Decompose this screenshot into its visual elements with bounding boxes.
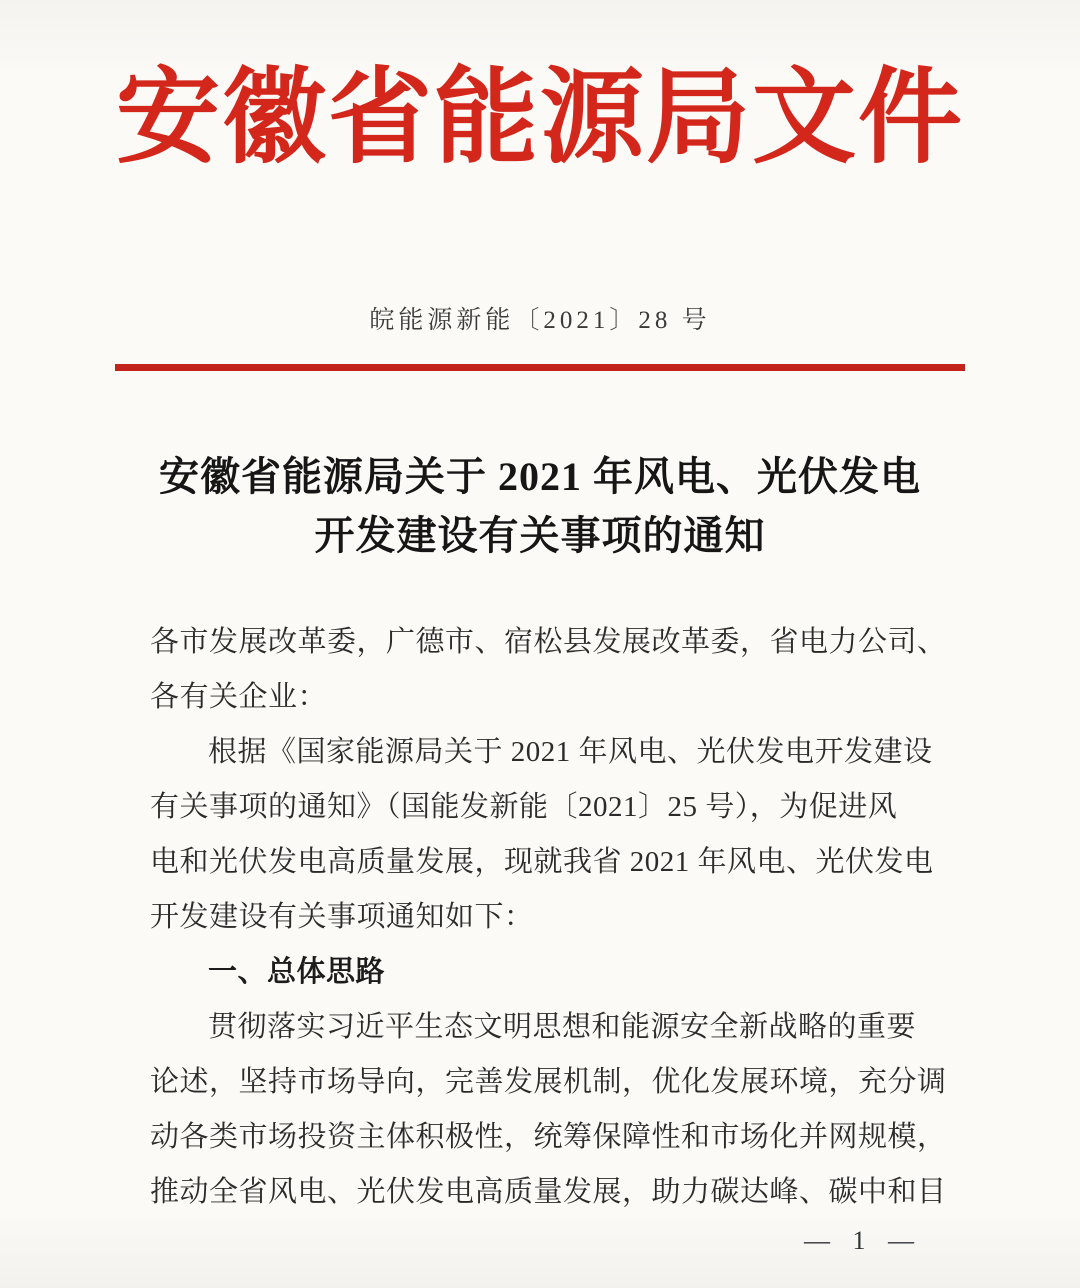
paragraph-2-line-3: 动各类市场投资主体积极性，统筹保障性和市场化并网规模，: [150, 1121, 947, 1153]
paragraph-1-line-2: 有关事项的通知》（国能发新能〔2021〕25 号），为促进风: [150, 791, 898, 823]
document-body: [150, 615, 947, 1220]
paragraph-2-line-4: 推动全省风电、光伏发电高质量发展，助力碳达峰、碳中和目: [150, 1176, 947, 1208]
document-title-line-2: 开发建设有关事项的通知: [314, 513, 766, 558]
red-divider-rule: [115, 364, 965, 371]
paragraph-2-line-2: 论述，坚持市场导向，完善发展机制，优化发展环境，充分调: [150, 1066, 947, 1098]
section-heading-overall-approach: 一、总体思路: [208, 956, 386, 988]
document-number: 皖能源新能〔2021〕28 号: [369, 307, 711, 334]
paragraph-1-line-4: 开发建设有关事项通知如下：: [150, 901, 534, 933]
document-title: [0, 447, 1080, 565]
paragraph-1-line-1: 根据《国家能源局关于 2021 年风电、光伏发电开发建设: [208, 736, 933, 768]
letterhead-title: 安徽省能源局文件: [115, 61, 964, 176]
salutation-line-2: 各有关企业：: [150, 681, 328, 713]
document-title-line-1: 安徽省能源局关于 2021 年风电、光伏发电: [159, 454, 921, 499]
paragraph-2-line-1: 贯彻落实习近平生态文明思想和能源安全新战略的重要: [208, 1011, 917, 1043]
page-number: — 1 —: [804, 1226, 922, 1255]
paragraph-1-line-3: 电和光伏发电高质量发展，现就我省 2021 年风电、光伏发电: [150, 846, 934, 878]
salutation-line-1: 各市发展改革委，广德市、宿松县发展改革委，省电力公司、: [150, 626, 947, 658]
